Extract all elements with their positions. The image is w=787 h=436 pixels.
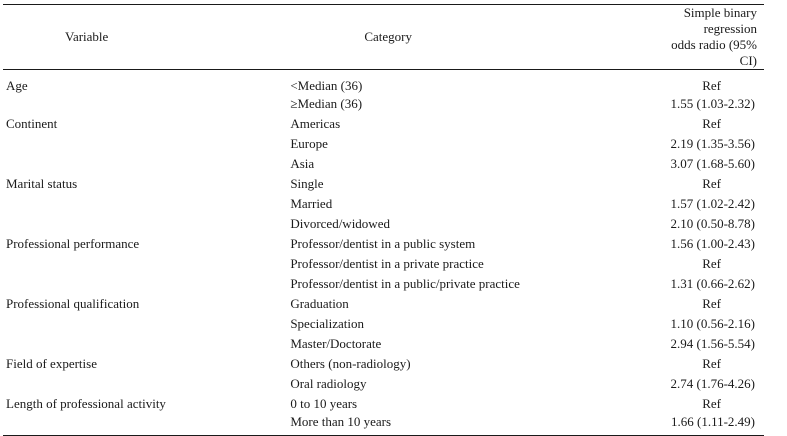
variable-cell [3,414,284,436]
header-odds-ratio-line1: Simple binary regression [683,5,757,36]
odds-ratio-cell: 2.94 (1.56-5.54) [670,336,755,351]
variable-cell [3,374,284,394]
variable-cell: Professional qualification [6,296,140,311]
odds-ratio-cell: 1.31 (0.66-2.62) [670,276,755,291]
table-row [3,234,764,254]
category-cell: Professor/dentist in a private practice [290,256,484,271]
table-row [3,314,764,334]
odds-ratio-cell: 2.74 (1.76-4.26) [670,376,755,391]
variable-cell: Marital status [6,176,78,191]
table-row [3,194,764,214]
category-cell: Others (non-radiology) [290,356,411,371]
variable-cell [3,314,284,334]
odds-ratio-cell: Ref [702,356,721,371]
category-cell: Specialization [290,316,364,331]
header-odds-ratio-line2: odds radio (95% CI) [671,37,757,68]
odds-ratio-cell: Ref [702,116,721,131]
table-row [3,70,764,95]
odds-ratio-cell: Ref [702,256,721,271]
category-cell: Master/Doctorate [290,336,382,351]
odds-ratio-cell: 1.10 (0.56-2.16) [670,316,755,331]
category-cell: ≥Median (36) [290,96,363,111]
category-cell: Americas [290,116,341,131]
odds-ratio-cell: 2.10 (0.50-8.78) [670,216,755,231]
variable-cell [3,194,284,214]
odds-ratio-cell: 1.66 (1.11-2.49) [671,414,765,436]
category-cell: Single [290,176,324,191]
category-cell: Professor/dentist in a public system [290,236,476,251]
category-cell: Married [290,196,333,211]
variable-cell [3,134,284,154]
category-cell: Europe [290,136,328,151]
category-cell: Graduation [290,296,349,311]
table-body [3,70,764,436]
variable-cell [3,334,284,354]
header-odds-ratio [671,5,765,70]
header-category: Category [284,5,670,70]
odds-ratio-cell: 1.57 (1.02-2.42) [670,196,755,211]
header-row [3,5,764,70]
table-row [3,394,764,414]
category-cell: 0 to 10 years [290,396,358,411]
table-row [3,374,764,394]
table-row [3,134,764,154]
category-cell: Oral radiology [290,376,367,391]
odds-ratio-cell: Ref [702,296,721,311]
table-row [3,114,764,134]
variable-cell [3,154,284,174]
category-cell: Professor/dentist in a public/private practice [290,276,520,291]
variable-cell: Field of expertise [6,356,97,371]
header-variable: Variable [3,5,284,70]
variable-cell [3,274,284,294]
table-row [3,154,764,174]
variable-cell: Continent [6,116,58,131]
table-row [3,274,764,294]
variable-cell [3,94,284,114]
odds-ratio-cell: 1.55 (1.03-2.32) [670,96,755,111]
table-row [3,94,764,114]
table-row [3,414,764,436]
odds-ratio-cell: 1.56 (1.00-2.43) [670,236,755,251]
category-cell: More than 10 years [284,414,670,436]
table-row [3,354,764,374]
odds-ratio-cell: Ref [702,176,721,191]
odds-ratio-cell: 2.19 (1.35-3.56) [670,136,755,151]
variable-cell [3,254,284,274]
table-row [3,334,764,354]
regression-table [3,4,764,436]
variable-cell: Professional performance [6,236,140,251]
table-row [3,214,764,234]
odds-ratio-cell: Ref [702,78,721,93]
category-cell: <Median (36) [290,78,363,93]
table-row [3,174,764,194]
odds-ratio-cell: 3.07 (1.68-5.60) [670,156,755,171]
category-cell: Asia [290,156,315,171]
odds-ratio-cell: Ref [702,396,721,411]
variable-cell: Length of professional activity [6,396,166,411]
variable-cell: Age [6,78,28,93]
category-cell: Divorced/widowed [290,216,390,231]
table-row [3,254,764,274]
table-row [3,294,764,314]
table-header [3,5,764,70]
variable-cell [3,214,284,234]
